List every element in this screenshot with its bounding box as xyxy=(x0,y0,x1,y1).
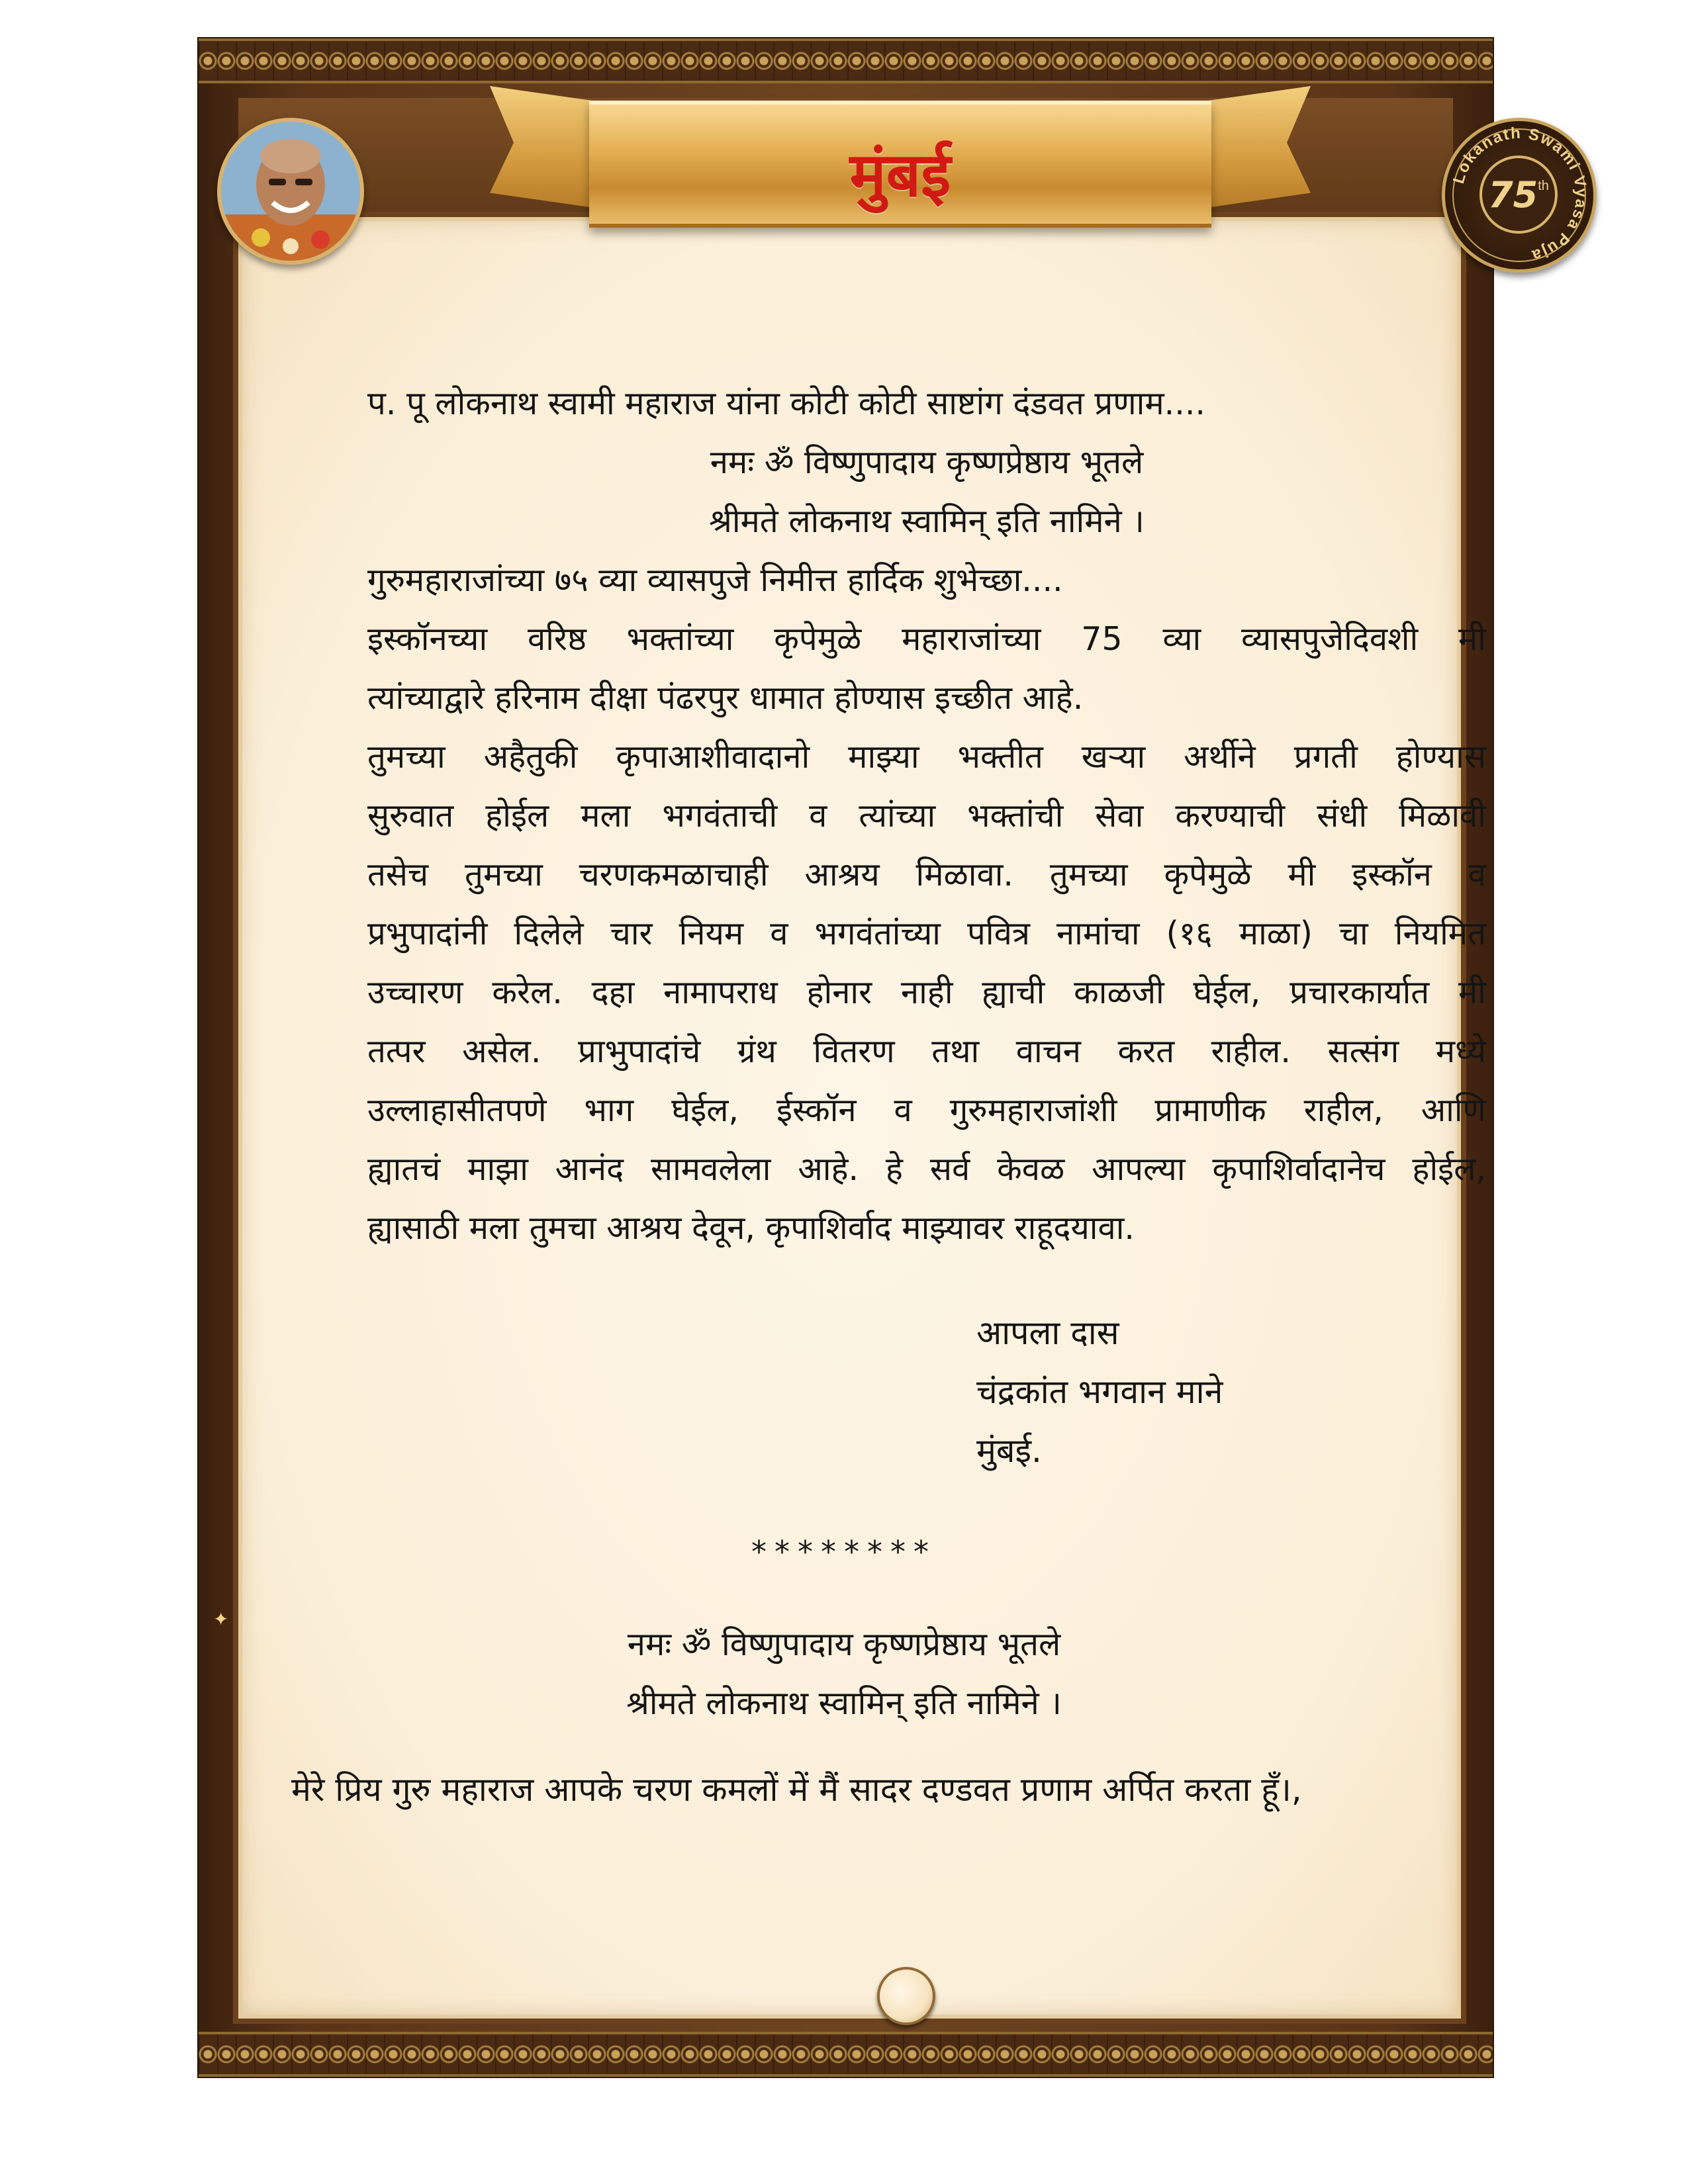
guru-portrait-image xyxy=(217,118,364,265)
body-line: तुमच्या अहैतुकी कृपाआशीवादानो माझ्या भक्तीत खऱ्या अर्थीने प्रगती होण्यास xyxy=(367,738,1486,776)
mantra-line-2: श्रीमते लोकनाथ स्वामिन् इति नामिने । xyxy=(626,1684,1062,1722)
wish-line: गुरुमहाराजांच्या ७५ व्या व्यासपुजे निमीत्त हार्दिक शुभेच्छा.... xyxy=(367,561,1063,599)
body-line: सुरुवात होईल मला भगवंताची व त्यांच्या भक्तांची सेवा करण्याची संधी मिळावी xyxy=(367,797,1486,835)
vyasa-puja-75-badge xyxy=(1442,118,1597,273)
mantra-line-1: नमः ॐ विष्णुपादाय कृष्णप्रेष्ठाय भूतले xyxy=(710,443,1144,481)
sparkle-icon: ✦ xyxy=(213,1608,229,1630)
signature-place: मुंबई. xyxy=(976,1432,1042,1470)
bottom-ornamental-border xyxy=(199,2032,1493,2077)
badge-center xyxy=(1479,156,1558,234)
portrait-illustration xyxy=(221,122,360,261)
badge-superscript: th xyxy=(1538,178,1549,193)
second-mantra xyxy=(0,1615,1688,1733)
title-ribbon xyxy=(490,86,1311,245)
ribbon-banner xyxy=(589,101,1211,228)
mantra-line-2: श्रीमते लोकनाथ स्वामिन् इति नामिने । xyxy=(709,502,1145,540)
body-line: त्यांच्याद्वारे हरिनाम दीक्षा पंढरपुर धामात होण्यास इच्छीत आहे. xyxy=(367,679,1084,717)
body-line: उच्चारण करेल. दहा नामापराध होनार नाही ह्याची काळजी घेईल, प्रचारकार्यात मी xyxy=(367,974,1486,1011)
badge-number: 75 xyxy=(1488,173,1538,216)
body-line: इस्कॉनच्या वरिष्ठ भक्तांच्या कृपेमुळे महाराजांच्या 75 व्या व्यासपुजेदिवशी मी xyxy=(367,620,1486,658)
body-line: तत्पर असेल. प्राभुपादांचे ग्रंथ वितरण तथा वाचन करत राहील. सत्संग मध्ये xyxy=(367,1032,1486,1070)
greeting-line: प. पू लोकनाथ स्वामी महाराज यांना कोटी कोटी साष्टांग दंडवत प्रणाम.... xyxy=(367,385,1205,422)
hindi-greeting-line: मेरे प्रिय गुरु महाराज आपके चरण कमलों में मैं सादर दण्डवत प्रणाम अर्पित करता हूँ।, xyxy=(291,1770,1302,1809)
badge-ring-text: Lokanath Swami Vyasa Puja xyxy=(1449,124,1591,265)
signature-name: चंद्रकांत भगवान माने xyxy=(976,1373,1223,1411)
mantra-line-1: नमः ॐ विष्णुपादाय कृष्णप्रेष्ठाय भूतले xyxy=(627,1625,1061,1663)
body-line: ह्यातचं माझा आनंद सामवलेला आहे. हे सर्व केवळ आपल्या कृपाशिर्वादानेच होईल, xyxy=(367,1150,1486,1188)
page-title: मुंबई xyxy=(849,140,951,210)
body-line: तसेच तुमच्या चरणकमळाचाही आश्रय मिळावा. तुमच्या कृपेमुळे मी इस्कॉन व xyxy=(367,856,1486,893)
letter-body xyxy=(367,374,1486,1257)
signature-closing: आपला दास xyxy=(976,1314,1119,1352)
bottom-knob-ornament xyxy=(877,1967,935,2025)
body-line: प्रभुपादांनी दिलेले चार नियम व भगवंतांच्या पवित्र नामांचा (१६ माळा) चा नियमित xyxy=(367,915,1486,952)
top-ornamental-border xyxy=(199,38,1493,83)
body-line: ह्यासाठी मला तुमचा आश्रय देवून, कृपाशिर्वाद माझ्यावर राहूदयावा. xyxy=(367,1209,1135,1247)
section-separator: ******** xyxy=(751,1534,937,1570)
signature-block xyxy=(976,1304,1223,1480)
body-line: उल्लाहासीतपणे भाग घेईल, ईस्कॉन व गुरुमहाराजांशी प्रामाणीक राहील, आणि xyxy=(367,1091,1486,1129)
